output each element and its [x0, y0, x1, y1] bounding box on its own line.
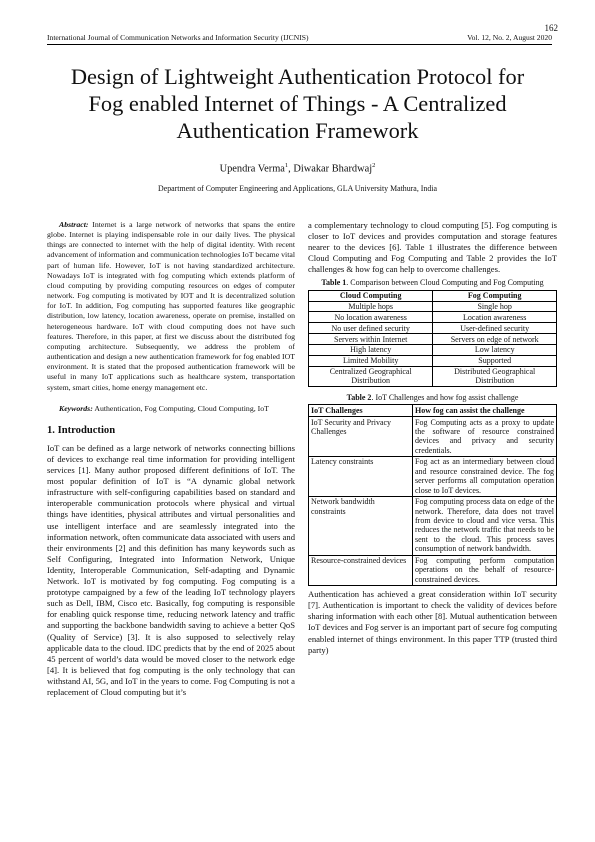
table-cell: Limited Mobility	[309, 355, 433, 366]
introduction-paragraph: IoT can be defined as a large network of networks connecting billions of devices to exchange real time information for providing intelligent services [1]. Many author proposed different definitions of IoT. The most popular definition of IoT is “A dynamic global network infrastructure with self-configuring capabilities based on standard and interoperable communication protocols where physical and virtual things have identities, physical attributes and virtual personalities and use intelligent interface and are seamlessly integrated into the information network, often communicate data associated with users and their environments [2] and this definition has many keywords such as Self Configuring, Integrated into Information Network, Unique Identity, Interoperable Communication, Self-adapting and Dynamic Network. IoT is motivated by fog computing. Fog computing is a prototype campaigned by a few of the leading IoT technology players such as Dell, IBM, Cisco etc. Basically, fog computing is responsible for enabling quick response time, reducing network latency and traffic and supporting the backbone bandwidth saving to achieve a better QoS (Quality of Service) [3]. It is also supposed to selectively relay applicable data to the cloud. IDC predicts that by the end of 2025 about 45 percent of world’s data would be moved closer to the network edge [4]. It is believed that fog computing is the only technology that can withstand AI, 5G, and IoT in the years to come. Fog Computing is not a replacement of Cloud computing but it’s	[47, 442, 295, 697]
section-heading: 1. Introduction	[47, 424, 116, 436]
title-line: Design of Lightweight Authentication Protocol for	[70, 64, 525, 89]
table-row	[309, 555, 557, 586]
table-row	[309, 334, 557, 345]
table-cell: Fog computing perform computation operations on the behalf of resource-constrained devices.	[413, 555, 557, 586]
comparison-table	[308, 290, 557, 387]
table-cell: No user defined security	[309, 323, 433, 334]
authors	[0, 162, 595, 174]
table-row	[309, 456, 557, 496]
table-row	[309, 312, 557, 323]
journal-name: International Journal of Communication Networks and Information Security (IJCNIS)	[47, 33, 309, 42]
table-header-row	[309, 290, 557, 301]
abstract	[47, 220, 295, 393]
author-affiliation-mark: 1	[284, 162, 289, 169]
table-row	[309, 301, 557, 312]
table1-caption-text: . Comparison between Cloud Computing and Fog Computing	[346, 278, 544, 288]
table-row	[309, 496, 557, 555]
table-cell: Supported	[433, 355, 557, 366]
table-cell: Latency constraints	[309, 456, 413, 496]
table-cell: Centralized Geographical Distribution	[309, 366, 433, 386]
table2-caption	[308, 393, 557, 402]
affiliation: Department of Computer Engineering and Applications, GLA University Mathura, India	[158, 184, 437, 193]
table-cell: Fog computing process data on edge of the network. Therefore, data does not travel from device to cloud and vice versa. This reduces the network traffic that needs to be sent to the cloud. This process saves consumption of network bandwidth.	[413, 496, 557, 555]
table-header-cell: Fog Computing	[433, 290, 557, 301]
table-cell: Servers on edge of network	[433, 334, 557, 345]
author-name: Diwakar Bhardwaj	[293, 163, 373, 175]
table-header-row	[309, 404, 557, 416]
table-cell: Fog Computing acts as a proxy to update the software of resource constrained devices and privacy and security credentials.	[413, 416, 557, 456]
abstract-text: Internet is a large network of networks that spans the entire globe. Internet is playing indispensable role in our daily lives. The physical things are connected to internet with the help of digital identity. With recent advancement of information and communication technologies IoT became vital part of human life. However, IoT is not having standardized architecture. Nowadays IoT is integrated with fog computing which extends platform of cloud computing by providing computing resources on edges of computer network. Fog computing is motivated by IOT and It is decentralized solution for IoT. In addition, Fog computing has supported features like geographic distribution, low latency, location awareness, operate on premise, installed on heterogeneous hardware. IoT with cloud computing does not have such features. Therefore, in this paper, at first we discuss about the distributed fog computing architecture. Subsequently, we address the problem of authentication and design a new authentication framework for fog enabled IOT environment. It is stated that the proposed authentication framework will be useful in many IoT applications such as healthcare system, transportation system, smart cities, home energy management etc.	[47, 220, 295, 392]
table-cell: Fog act as an intermediary between cloud and resource constrained device. The fog server performs all computation operation close to IoT devices.	[413, 456, 557, 496]
author-separator: ,	[288, 163, 294, 175]
table-cell: User-defined security	[433, 323, 557, 334]
table-cell: Network bandwidth constraints	[309, 496, 413, 555]
table1-caption	[308, 278, 557, 287]
table-header-cell: Cloud Computing	[309, 290, 433, 301]
intro-continuation-paragraph: a complementary technology to cloud computing [5]. Fog computing is closer to IoT devices and provides computation and storage features nearer to the devices [6]. Table 1 illustrates the difference between Cloud Computing and Fog Computing and Table 2 provides the IoT challenges & how fog can help to overcome challenges.	[308, 220, 557, 275]
table-row	[309, 416, 557, 456]
challenges-table	[308, 404, 557, 586]
table-cell: Servers within Internet	[309, 334, 433, 345]
table-cell: High latency	[309, 345, 433, 356]
keywords	[47, 404, 295, 414]
page-number: 162	[544, 23, 558, 33]
title-line: Authentication Framework	[176, 118, 419, 143]
table-cell: IoT Security and Privacy Challenges	[309, 416, 413, 456]
author-name: Upendra Verma	[219, 163, 285, 175]
table-header-cell: How fog can assist the challenge	[413, 404, 557, 416]
authentication-paragraph: Authentication has achieved a great consideration within IoT security [7]. Authentication is important to check the validity of devices before sharing information with each other [8]. Mutual authentication between IoT devices and Fog server is an important part of secure fog computing enabled internet of things environment. In this paper TTP (trusted third party)	[308, 589, 557, 655]
table-cell: No location awareness	[309, 312, 433, 323]
title-line: Fog enabled Internet of Things - A Centralized	[88, 91, 507, 116]
author-affiliation-mark: 2	[372, 162, 376, 169]
table-row	[309, 323, 557, 334]
table-row	[309, 355, 557, 366]
table-header-cell: IoT Challenges	[309, 404, 413, 416]
table-cell: Low latency	[433, 345, 557, 356]
table-cell: Distributed Geographical Distribution	[433, 366, 557, 386]
left-column	[47, 220, 295, 698]
table-row	[309, 345, 557, 356]
table-cell: Resource-constrained devices	[309, 555, 413, 586]
table-cell: Location awareness	[433, 312, 557, 323]
keywords-label: Keywords:	[59, 403, 93, 413]
table-row	[309, 366, 557, 386]
table2-caption-text: . IoT Challenges and how fog assist challenge	[371, 392, 519, 402]
header-rule	[47, 44, 552, 45]
table-cell: Single hop	[433, 301, 557, 312]
abstract-label: Abstract:	[59, 220, 89, 229]
table-cell: Multiple hops	[309, 301, 433, 312]
paper-title	[40, 63, 555, 144]
journal-volume: Vol. 12, No. 2, August 2020	[467, 33, 552, 42]
table1-caption-label: Table 1	[321, 278, 347, 288]
right-column	[308, 220, 557, 656]
table2-caption-label: Table 2	[346, 392, 372, 402]
keywords-text: Authentication, Fog Computing, Cloud Computing, IoT	[92, 403, 269, 413]
